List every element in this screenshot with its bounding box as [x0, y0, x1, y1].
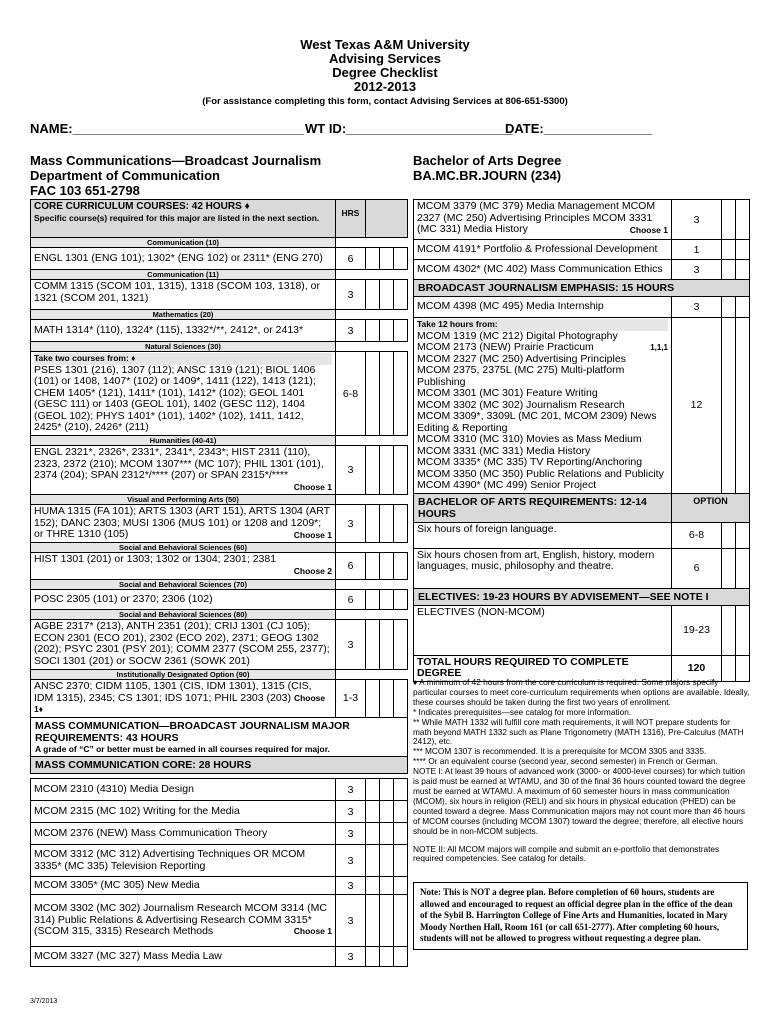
math-row: MATH 1314* (110), 1324* (115), 1332*/**, 2412*, or 2413* — [31, 320, 336, 342]
checkbox[interactable] — [722, 200, 736, 240]
list-item: MCOM 3310 (MC 310) Movies as Mass Medium — [417, 433, 642, 445]
checkbox[interactable] — [366, 801, 380, 823]
doc-title: Degree Checklist — [332, 65, 438, 80]
r4-hours: 3 — [672, 297, 722, 318]
r1-row: MCOM 3379 (MC 379) Media Management MCOM 2327 (MC 250) Advertising Principles MCOM 3331 (MC 331) Media History — [417, 200, 656, 235]
table-row — [31, 801, 408, 823]
list-item: MCOM 4390* (MC 499) Senior Project — [417, 479, 597, 491]
core-subtitle: Specific course(s) required for this major are listed in the next section. — [34, 212, 320, 223]
nat-take: Take two courses from: ♦ — [34, 353, 332, 365]
checkbox[interactable] — [736, 260, 750, 280]
cat-social-80: Social and Behavioral Sciences (80) — [31, 610, 336, 620]
checkbox[interactable] — [722, 260, 736, 280]
note-paragraph: NOTE II: All MCOM majors will compile and submit an e-portfolio that demonstrates required competencies. See catalog for details. — [413, 843, 720, 864]
doc-year: 2012-2013 — [353, 79, 417, 94]
arts-hours: 6 — [672, 548, 722, 588]
arts-row: Six hours chosen from art, English, history, modern languages, music, philosophy and theatre. — [414, 548, 672, 588]
university-title: West Texas A&M University — [300, 37, 470, 52]
checkbox[interactable] — [394, 845, 408, 877]
course-hours: 3 — [336, 845, 366, 877]
course-name: MCOM 3327 (MC 327) Mass Media Law — [34, 949, 222, 962]
take12: Take 12 hours from: — [417, 319, 668, 331]
posc-row: POSC 2305 (101) or 2370; 2306 (102) — [31, 590, 336, 610]
list-item: MCOM 3331 (MC 331) Media History — [417, 444, 591, 457]
checkbox[interactable] — [366, 280, 380, 310]
hrs-label: HRS — [336, 200, 366, 238]
checkbox[interactable] — [366, 320, 380, 342]
note-paragraph: ♦ A minimum of 42 hours from the core curriculum is required. Some majors specify particular courses to meet core-curriculum requirements when options are available. Ideally, these courses should be taken during the first two years of enrollment. — [413, 677, 750, 707]
list-item: MCOM 3335* (MC 335) TV Reporting/Anchoring — [417, 456, 643, 468]
checkbox[interactable] — [736, 318, 750, 494]
engl-hours: 6 — [336, 248, 366, 270]
checkbox[interactable] — [394, 895, 408, 947]
list-item: MCOM 2327 (MC 250) Advertising Principles — [417, 352, 626, 365]
r2-row: MCOM 4191* Portfolio & Professional Development — [414, 240, 672, 260]
department: Department of Communication — [30, 168, 220, 183]
checkbox[interactable] — [380, 505, 394, 543]
total-label: TOTAL HOURS REQUIRED TO COMPLETE DEGREE — [414, 655, 672, 681]
checkbox[interactable] — [380, 801, 394, 823]
checkbox[interactable] — [394, 320, 408, 342]
course-name: MCOM 2376 (NEW) Mass Communication Theory — [34, 826, 268, 839]
r4-row: MCOM 4398 (MC 495) Media Internship — [414, 297, 672, 318]
checkbox[interactable] — [366, 620, 380, 670]
checkbox[interactable] — [366, 590, 380, 610]
hum-hours: 3 — [336, 446, 366, 495]
date-field[interactable]: DATE:_______________ — [505, 121, 653, 136]
note-paragraph: * Indicates prerequisites—see catalog for more information. — [413, 706, 632, 717]
r1-hours: 3 — [672, 200, 722, 240]
office-title: Advising Services — [329, 51, 441, 66]
checkbox[interactable] — [736, 240, 750, 260]
lang-hours: 6-8 — [672, 522, 722, 548]
checkbox[interactable] — [380, 680, 394, 718]
checkbox[interactable] — [366, 505, 380, 543]
emphasis-title: BROADCAST JOURNALISM EMPHASIS: 15 HOURS — [414, 280, 750, 297]
office-location: FAC 103 651-2798 — [30, 183, 140, 198]
course-hours: 3 — [336, 877, 366, 895]
cat-social-60: Social and Behavioral Sciences (60) — [31, 543, 336, 553]
total-hours: 120 — [672, 655, 722, 681]
checkbox[interactable] — [366, 845, 380, 877]
checkbox[interactable] — [394, 446, 408, 495]
course-hours: 3 — [336, 947, 366, 967]
cat-social-70: Social and Behavioral Sciences (70) — [31, 580, 336, 590]
note-paragraph: NOTE I: At least 39 hours of advanced work (3000- or 4000-level courses) for which tuition is paid must be earned at WTAMU, and 30 of the final 36 hours counted toward the degree must be earned at WTAMU. A maximum of 60 semester hours in mass communication (MCOM), six hours in religion (RELI) and six hours in physical education (PHED) can be counted toward a degree. Mass Communication majors may not count more than 46 hours of MCOM courses (including MCOM 1307) toward the degree; therefore, all elective hours should be in non-MCOM subjects. — [413, 766, 746, 836]
cat-communication-11: Communication (11) — [31, 270, 336, 280]
checkbox[interactable] — [380, 248, 394, 270]
nat-hours: 6-8 — [336, 352, 366, 436]
electives-hours: 19-23 — [672, 605, 722, 655]
table-row — [31, 877, 408, 895]
checkbox[interactable] — [394, 620, 408, 670]
ba-option: OPTION — [672, 493, 750, 522]
comm-hours: 3 — [336, 280, 366, 310]
checkbox[interactable] — [722, 522, 736, 548]
checkbox[interactable] — [366, 877, 380, 895]
checkbox[interactable] — [366, 446, 380, 495]
table-row — [31, 779, 408, 801]
sbs80-hours: 3 — [336, 620, 366, 670]
table-row — [31, 895, 408, 947]
checkbox[interactable] — [394, 280, 408, 310]
checkbox[interactable] — [380, 620, 394, 670]
checkbox[interactable] — [380, 280, 394, 310]
checkbox[interactable] — [380, 779, 394, 801]
checkbox[interactable] — [722, 318, 736, 494]
list-item: MCOM 2173 (NEW) Prairie Practicum 1,1,1 — [417, 341, 668, 353]
checkbox[interactable] — [394, 248, 408, 270]
table-row — [31, 947, 408, 967]
note-paragraph: **** Or an equivalent course (second year, second semester) in French or German. — [413, 756, 718, 767]
checkbox[interactable] — [394, 947, 408, 967]
major-subtitle: A grade of “C” or better must be earned in all courses required for major. — [35, 743, 330, 754]
r3-row: MCOM 4302* (MC 402) Mass Communication Ethics — [414, 260, 672, 280]
note-paragraph: *** MCOM 1307 is recommended. It is a prerequisite for MCOM 3305 and 3335. — [413, 746, 707, 757]
checkbox[interactable] — [722, 605, 736, 655]
checkbox[interactable] — [366, 947, 380, 967]
math-hours: 3 — [336, 320, 366, 342]
course-name: MCOM 3312 (MC 312) Advertising Techniques OR MCOM 3335* (MC 335) Television Reporting — [34, 848, 306, 872]
emphasis-electives — [417, 331, 668, 492]
checkbox[interactable] — [394, 801, 408, 823]
right-checklist — [413, 199, 750, 682]
posc-hours: 6 — [336, 590, 366, 610]
checkbox[interactable] — [394, 590, 408, 610]
cat-communication-10: Communication (10) — [31, 238, 336, 248]
cat-natural-sciences: Natural Sciences (30) — [31, 342, 336, 352]
checkbox[interactable] — [380, 877, 394, 895]
checkbox[interactable] — [736, 200, 750, 240]
nat-row: PSES 1301 (216), 1307 (112); ANSC 1319 (121); BIOL 1406 (101) or 1408, 1407* (102) or 1409*, 1411 (122), 1413 (121); CHEM 1405* (121), 1411* (101), 1412* (102); GEOL 1401 (GESC 111) or 1403 (GEOL 101), 1402 (GESC 112), 1404 (GEOL 102); PHYS 1401* (101), 1402* (102), 1411, 1412, 2425* (210), 2426* (211) — [34, 363, 316, 433]
checkbox[interactable] — [394, 823, 408, 845]
checkbox[interactable] — [736, 548, 750, 588]
list-item: MCOM 3350 (MC 350) Public Relations and Publicity — [417, 467, 664, 480]
mc-core-list — [30, 778, 408, 967]
checkbox[interactable] — [366, 895, 380, 947]
table-row — [31, 845, 408, 877]
emphasis-hours: 12 — [672, 318, 722, 494]
cat-mathematics: Mathematics (20) — [31, 310, 336, 320]
name-field[interactable]: NAME:________________________________ — [30, 121, 304, 136]
checkbox[interactable] — [366, 352, 380, 436]
degree-name: Bachelor of Arts Degree — [413, 153, 562, 168]
choose-label: Choose 1 — [293, 926, 332, 937]
list-item: MCOM 3302 (MC 302) Journalism Research — [417, 398, 625, 411]
checkbox[interactable] — [380, 553, 394, 580]
electives-title: ELECTIVES: 19-23 HOURS BY ADVISEMENT—SEE NOTE I — [414, 588, 750, 605]
course-name: MCOM 2310 (4310) Media Design — [34, 782, 194, 795]
checkbox[interactable] — [380, 823, 394, 845]
sbs80-row: AGBE 2317* (213), ANTH 2351 (201); CRIJ 1301 (CJ 105); ECON 2301 (ECO 201), 2302 (ECO 202), 2371; GEOG 1302 (202); PSYC 2301 (PSY 201); COMM 2377 (SCOM 255, 2377); SOCI 1301 (201) or SOCW 2361 (SOWK 201) — [34, 620, 330, 667]
r2-hours: 1 — [672, 240, 722, 260]
list-item: MCOM 2375, 2375L (MC 275) Multi-platform Publishing — [417, 364, 625, 388]
checkbox[interactable] — [366, 680, 380, 718]
mc-core-title: MASS COMMUNICATION CORE: 28 HOURS — [31, 756, 408, 773]
major-title: MASS COMMUNICATION—BROADCAST JOURNALISM MAJOR REQUIREMENTS: 43 HOURS — [35, 719, 350, 744]
course-hours: 3 — [336, 823, 366, 845]
checkbox[interactable] — [366, 553, 380, 580]
ido-row: ANSC 2370; CIDM 1105, 1301 (CIS, IDM 1301), 1315 (CIS, IDM 1315), 2345; CS 1301; IDS 1071; PHIL 2303 (203) — [34, 680, 312, 704]
engl-row: ENGL 1301 (ENG 101); 1302* (ENG 102) or 2311* (ENG 270) — [31, 248, 336, 270]
checkbox[interactable] — [394, 779, 408, 801]
course-hours: 3 — [336, 801, 366, 823]
vpa-hours: 3 — [336, 505, 366, 543]
hist-row: HIST 1301 (201) or 1303; 1302 or 1304; 2301; 2381 — [34, 553, 277, 565]
wtid-field[interactable]: WT ID:_______________________ — [305, 121, 513, 136]
ido-choose: Choose 1♦ — [34, 692, 326, 714]
electives-row: ELECTIVES (NON-MCOM) — [414, 605, 672, 655]
cat-ido: Institutionally Designated Option (90) — [31, 670, 336, 680]
checkbox[interactable] — [394, 877, 408, 895]
checkbox[interactable] — [736, 605, 750, 655]
checkbox[interactable] — [366, 779, 380, 801]
lang-row: Six hours of foreign language. — [414, 522, 672, 548]
checkbox[interactable] — [366, 823, 380, 845]
prairie-hours: 1,1,1 — [650, 343, 668, 352]
course-hours: 3 — [336, 895, 366, 947]
hum-row: ENGL 2321*, 2326*, 2331*, 2341*, 2343*; HIST 2311 (110), 2323, 2372 (210); MCOM 1307*** (MC 107); PHIL 1301 (101), 2374 (204); SPAN 2312*/**** (207) or SPAN 2315*/**** — [34, 446, 324, 481]
assist-line: (For assistance completing this form, contact Advising Services at 806-651-5300) — [202, 96, 568, 107]
checkbox[interactable] — [394, 352, 408, 436]
hist-hours: 6 — [336, 553, 366, 580]
checkbox[interactable] — [380, 590, 394, 610]
cat-humanities: Humanities (40-41) — [31, 436, 336, 446]
list-item: MCOM 3301 (MC 301) Feature Writing — [417, 387, 598, 399]
vpa-row: HUMA 1315 (FA 101); ARTS 1303 (ART 151), ARTS 1304 (ART 152); DANC 2303; MUSI 1306 (MUS 101) or 1208 and 1209*; or THRE 1310 (105) — [34, 505, 330, 540]
checkbox[interactable] — [380, 845, 394, 877]
checkbox[interactable] — [380, 320, 394, 342]
checkbox[interactable] — [380, 352, 394, 436]
course-name: MCOM 3305* (MC 305) New Media — [34, 878, 200, 891]
checkbox[interactable] — [380, 446, 394, 495]
hist-choose: Choose 2 — [293, 565, 332, 576]
course-name: MCOM 3302 (MC 302) Journalism Research MCOM 3314 (MC 314) Public Relations & Advertising Research COMM 3315* (SCOM 315, 3315) Research Methods — [34, 902, 327, 938]
notice-box: Note: This is NOT a degree plan. Before completion of 60 hours, students are allowed and encouraged to request an official degree plan in the office of the dean of the Sybil B. Harrington College of Fine Arts and Humanities, located in Mary Moody Northen Hall, Room 161 (or call 651-2777). After completing 60 hours, students will not be allowed to progress without requesting a degree plan. — [413, 882, 748, 950]
course-hours: 3 — [336, 779, 366, 801]
left-checklist — [30, 199, 408, 774]
core-title: CORE CURRICULUM COURSES: 42 HOURS ♦ — [34, 201, 250, 212]
r1-choose: Choose 1 — [629, 224, 668, 235]
checkbox[interactable] — [722, 548, 736, 588]
checkbox[interactable] — [366, 248, 380, 270]
r3-hours: 3 — [672, 260, 722, 280]
checkbox[interactable] — [380, 947, 394, 967]
list-item: MCOM 3309*, 3309L (MC 201, MCOM 2309) News Editing & Reporting — [417, 410, 657, 434]
note-paragraph: ** While MATH 1332 will fulfill core math requirements, it will NOT prepare students for math beyond MATH 1332 such as Plane Trigonometry (MATH 1316), Pre-Calculus (MATH 2412), etc. — [413, 716, 744, 747]
ba-title: BACHELOR OF ARTS REQUIREMENTS: 12-14 HOURS — [414, 493, 672, 522]
checkbox[interactable] — [722, 297, 736, 318]
footer-date: 3/7/2013 — [30, 998, 58, 1005]
table-row — [31, 823, 408, 845]
list-item: MCOM 1319 (MC 212) Digital Photography — [417, 329, 618, 342]
checkbox[interactable] — [380, 895, 394, 947]
course-name: MCOM 2315 (MC 102) Writing for the Media — [34, 804, 240, 817]
checkbox[interactable] — [736, 297, 750, 318]
checkbox[interactable] — [736, 522, 750, 548]
degree-code: BA.MC.BR.JOURN (234) — [413, 168, 562, 183]
footnotes — [413, 678, 750, 864]
vpa-choose: Choose 1 — [293, 529, 332, 540]
hum-choose: Choose 1 — [293, 481, 332, 492]
comm-row: COMM 1315 (SCOM 101, 1315), 1318 (SCOM 103, 1318), or 1321 (SCOM 201, 1321) — [31, 280, 336, 310]
checkbox[interactable] — [394, 680, 408, 718]
ido-hours: 1-3 — [336, 680, 366, 718]
checkbox[interactable] — [722, 240, 736, 260]
checkbox[interactable] — [394, 553, 408, 580]
checkbox[interactable] — [394, 505, 408, 543]
major-name: Mass Communications—Broadcast Journalism — [30, 153, 322, 168]
cat-visual-arts: Visual and Performing Arts (50) — [31, 495, 336, 505]
